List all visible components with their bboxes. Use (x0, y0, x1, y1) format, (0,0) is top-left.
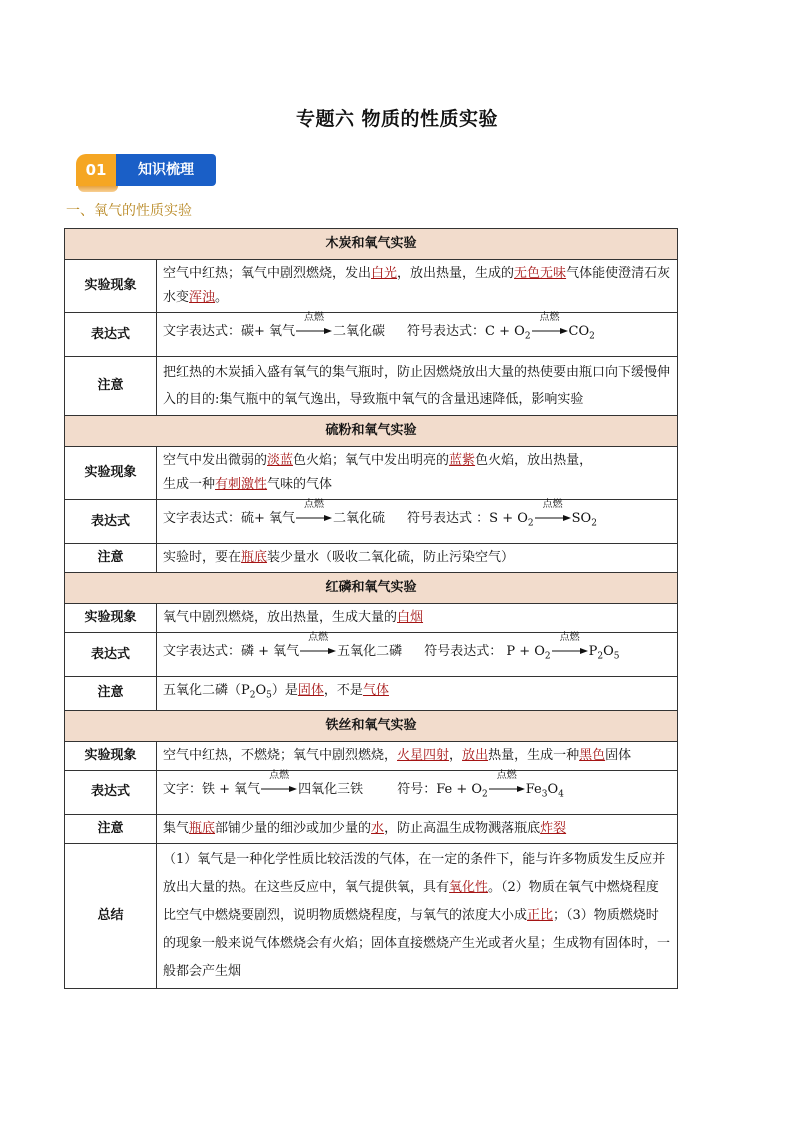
reaction-arrow: 点燃 (300, 643, 336, 657)
badge-number: 01 (76, 154, 116, 186)
experiment-table (64, 228, 678, 989)
sulfur-phenomenon-label: 实验现象 (65, 447, 157, 500)
carbon-expression: 文字表达式：碳+ 氧气 点燃 二氧化碳 符号表达式：$C + O_2$ 点燃 $CO_2$ (157, 313, 678, 357)
carbon-note-label: 注意 (65, 357, 157, 416)
phosphorus-header: 红磷和氧气实验 (65, 573, 678, 604)
sulfur-note-label: 注意 (65, 544, 157, 573)
sulfur-phenomenon: 空气中发出微弱的淡蓝色火焰；氧气中发出明亮的蓝紫色火焰，放出热量， 生成一种有刺激性气味的气体 (157, 447, 678, 500)
iron-note-label: 注意 (65, 814, 157, 843)
sulfur-expression: 文字表达式：硫+ 氧气 点燃 二氧化硫 符号表达式 ：$S + O_2$ 点燃 $SO_2$ (157, 500, 678, 544)
reaction-arrow: 点燃 (296, 510, 332, 524)
iron-note: 集气瓶底部铺少量的细沙或加少量的水，防止高温生成物溅落瓶底炸裂 (157, 814, 678, 843)
page-title: 专题六 物质的性质实验 (295, 108, 499, 130)
section-heading: 一、氧气的性质实验 (66, 203, 192, 219)
carbon-phenomenon: 空气中红热；氧气中剧烈燃烧，发出白光，放出热量，生成的无色无味气体能使澄清石灰水变浑浊。 (157, 260, 678, 313)
iron-expression: 文字：铁 + 氧气 点燃 四氧化三铁 符号：$Fe + O_2$ 点燃 $Fe_3O_4$ (157, 770, 678, 814)
badge-shadow (78, 186, 118, 192)
phosphorus-phenomenon: 氧气中剧烈燃烧，放出热量，生成大量的白烟 (157, 604, 678, 633)
iron-phenomenon-label: 实验现象 (65, 741, 157, 770)
iron-phenomenon: 空气中红热，不燃烧；氧气中剧烈燃烧，火星四射，放出热量，生成一种黑色固体 (157, 741, 678, 770)
reaction-arrow: 点燃 (535, 510, 571, 524)
summary: （1）氧气是一种化学性质比较活泼的气体，在一定的条件下，能与许多物质发生反应并放出大量的热。在这些反应中，氧气提供氧，具有氧化性。（2）物质在氧气中燃烧程度比空气中燃烧要剧烈，说明物质燃烧程度，与氧气的浓度大小成正比；（3）物质燃烧时的现象一般来说气体燃烧会有火焰；固体直接燃烧产生光或者火星；生成物有固体时，一般都会产生烟 (157, 843, 678, 988)
carbon-phenomenon-label: 实验现象 (65, 260, 157, 313)
phosphorus-note-label: 注意 (65, 677, 157, 711)
iron-expression-label: 表达式 (65, 770, 157, 814)
sulfur-note: 实验时，要在瓶底装少量水（吸收二氧化硫，防止污染空气） (157, 544, 678, 573)
sulfur-expression-label: 表达式 (65, 500, 157, 544)
badge-label: 知识梳理 (116, 154, 216, 186)
reaction-arrow: 点燃 (552, 643, 588, 657)
phosphorus-expression-label: 表达式 (65, 633, 157, 677)
reaction-arrow: 点燃 (532, 323, 568, 337)
reaction-arrow: 点燃 (261, 781, 297, 795)
sulfur-header: 硫粉和氧气实验 (65, 416, 678, 447)
phosphorus-expression: 文字表达式：磷 + 氧气 点燃 五氧化二磷 符号表达式： $P + O_2$ 点燃 $P_2O_5$ (157, 633, 678, 677)
reaction-arrow: 点燃 (296, 323, 332, 337)
carbon-header: 木炭和氧气实验 (65, 229, 678, 260)
carbon-note: 把红热的木炭插入盛有氧气的集气瓶时，防止因燃烧放出大量的热使要由瓶口向下缓慢伸入的目的:集气瓶中的氧气逸出，导致瓶中氧气的含量迅速降低，影响实验 (157, 357, 678, 416)
summary-label: 总结 (65, 843, 157, 988)
phosphorus-note: 五氧化二磷$(P_2O_5)$是固体，不是气体 (157, 677, 678, 711)
iron-header: 铁丝和氧气实验 (65, 710, 678, 741)
phosphorus-phenomenon-label: 实验现象 (65, 604, 157, 633)
carbon-expression-label: 表达式 (65, 313, 157, 357)
reaction-arrow: 点燃 (489, 781, 525, 795)
